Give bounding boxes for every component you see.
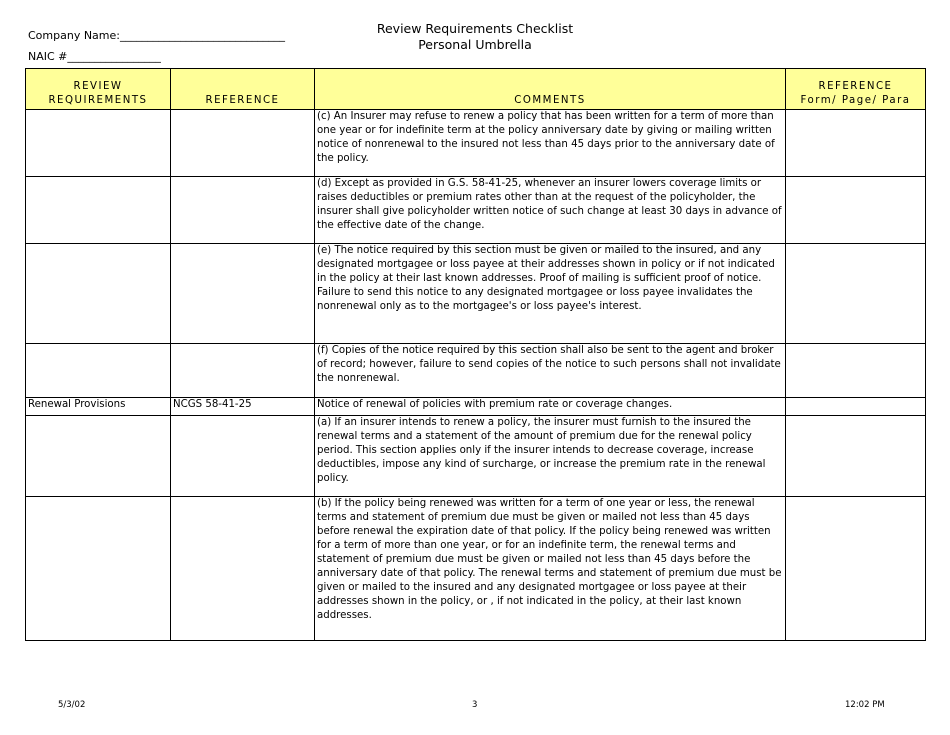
- review-cell: Renewal Provisions: [26, 398, 171, 416]
- review-cell: [26, 177, 171, 244]
- review-cell: [26, 110, 171, 177]
- comment-cell: (a) If an insurer intends to renew a policy, the insurer must furnish to the insured the renewal terms and a statement of the amount of premium due for the renewal policy period. This section applies only if the insurer intends to decrease coverage, increase deductibles, impose any kind of surcharge, or increase the premium rate in the renewal policy.: [315, 416, 786, 497]
- reference-cell: [171, 244, 315, 344]
- reference-cell: NCGS 58-41-25: [171, 398, 315, 416]
- column-header-comments: [315, 69, 786, 110]
- page-subtitle: Personal Umbrella: [418, 37, 532, 52]
- column-header-review-line1: REVIEW: [73, 81, 123, 92]
- comment-cell: Notice of renewal of policies with premium rate or coverage changes.: [315, 398, 786, 416]
- naic-field: NAIC #_________________: [28, 50, 161, 63]
- ref-form-cell: [786, 177, 926, 244]
- table-row: [26, 398, 926, 416]
- ref-form-cell: [786, 398, 926, 416]
- review-cell: [26, 344, 171, 398]
- company-name-field: Company Name:______________________________: [28, 29, 285, 42]
- review-cell: [26, 416, 171, 497]
- column-header-reference-form: [786, 69, 926, 110]
- table-row: [26, 110, 926, 177]
- table-row: [26, 177, 926, 244]
- comment-cell: (c) An Insurer may refuse to renew a policy that has been written for a term of more than one year or for indefinite term at the policy anniversary date by giving or mailing written notice of nonrenewal to the insured not less than 45 days prior to the anniversary date of the policy.: [315, 110, 786, 177]
- column-header-comments-label: COMMENTS: [514, 95, 586, 106]
- ref-form-cell: [786, 110, 926, 177]
- page-title: Review Requirements Checklist: [376, 21, 574, 36]
- reference-cell: [171, 344, 315, 398]
- column-header-ref-form-line2: Form/ Page/ Para: [800, 95, 911, 106]
- reference-cell: [171, 110, 315, 177]
- column-header-ref-form-line1: REFERENCE: [818, 81, 893, 92]
- table-row: [26, 497, 926, 641]
- table-row: [26, 344, 926, 398]
- ref-form-cell: [786, 344, 926, 398]
- ref-form-cell: [786, 416, 926, 497]
- reference-cell: [171, 497, 315, 641]
- reference-cell: [171, 177, 315, 244]
- column-header-reference-label: REFERENCE: [205, 95, 280, 106]
- footer-date: 5/3/02: [58, 700, 86, 710]
- column-header-review-requirements: [26, 69, 171, 110]
- footer-page-number: 3: [472, 700, 478, 710]
- comment-cell: (e) The notice required by this section must be given or mailed to the insured, and any designated mortgagee or loss payee at their addresses shown in policy or if not indicated in the policy at their last known addresses. Proof of mailing is sufficient proof of notice. Failure to send this notice to any designated mortgagee or loss payee invalidates the nonrenewal only as to the mortgagee's or loss payee's interest.: [315, 244, 786, 344]
- reference-cell: [171, 416, 315, 497]
- checklist-table: [25, 68, 926, 641]
- comment-cell: (f) Copies of the notice required by this section shall also be sent to the agent and broker of record; however, failure to send copies of the notice to such persons shall not invalidate the nonrenewal.: [315, 344, 786, 398]
- comment-cell: (b) If the policy being renewed was written for a term of one year or less, the renewal terms and statement of premium due must be given or mailed not less than 45 days before renewal the expiration date of that policy. If the policy being renewed was written for a term of more than one year, or for an indefinite term, the renewal terms and statement of premium due must be given or mailed not less than 45 days before the anniversary date of that policy. The renewal terms and statement of premium due must be given or mailed to the insured and any designated mortgagee or loss payee at their addresses shown in the policy, or , if not indicated in the policy, at their last known addresses.: [315, 497, 786, 641]
- review-cell: [26, 497, 171, 641]
- table-header-row: [26, 69, 926, 110]
- ref-form-cell: [786, 497, 926, 641]
- footer-time: 12:02 PM: [845, 700, 885, 710]
- table-row: [26, 244, 926, 344]
- ref-form-cell: [786, 244, 926, 344]
- column-header-reference: [171, 69, 315, 110]
- comment-cell: (d) Except as provided in G.S. 58-41-25, whenever an insurer lowers coverage limits or raises deductibles or premium rates other than at the request of the policyholder, the insurer shall give policyholder written notice of such change at least 30 days in advance of the effective date of the change.: [315, 177, 786, 244]
- review-cell: [26, 244, 171, 344]
- table-row: [26, 416, 926, 497]
- column-header-review-line2: REQUIREMENTS: [48, 95, 148, 106]
